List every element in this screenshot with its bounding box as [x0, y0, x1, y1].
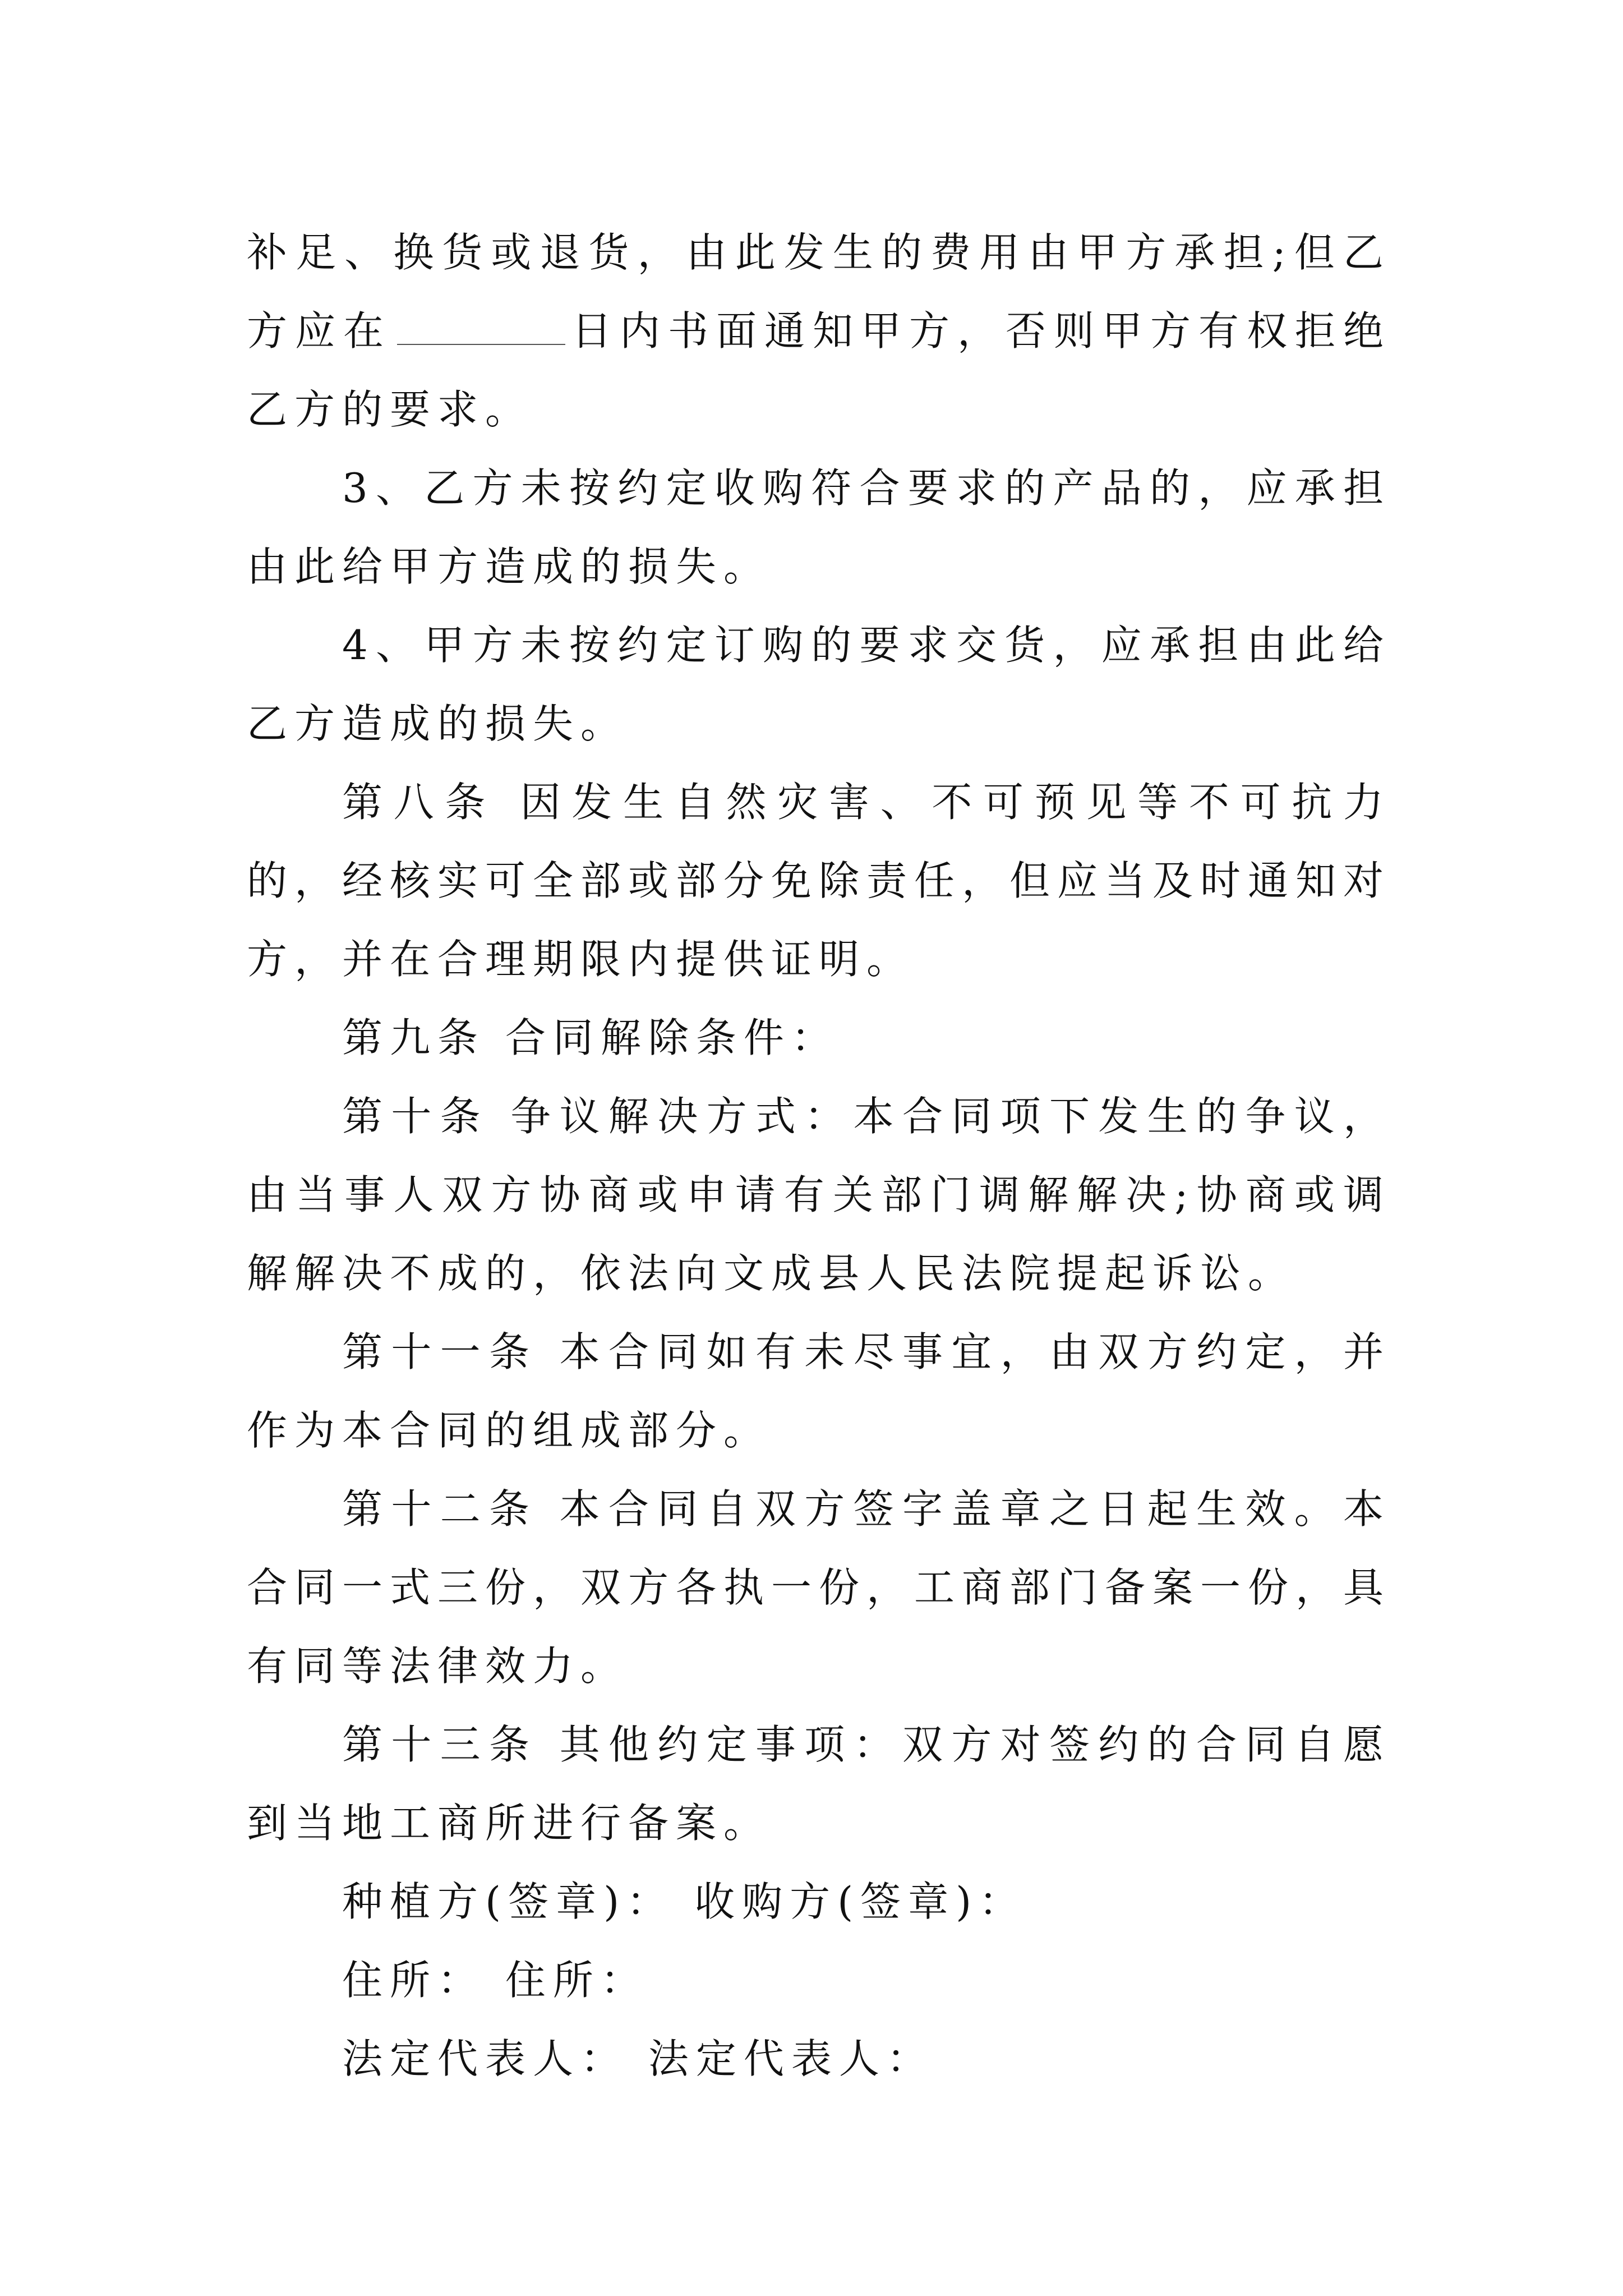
paragraph-article-9: 第九条 合同解除条件： [342, 1014, 839, 1061]
paragraph-article-12: 第十二条 本合同自双方签字盖章之日起生效。本合同一式三份，双方各执一份，工商部门备案一份，具有同等法律效力。 [247, 1485, 1391, 1690]
address-line: 住所： 住所： [342, 1957, 648, 2004]
signature-parties-line: 种植方(签章)： 收购方(签章)： [342, 1878, 1027, 1925]
paragraph-clause-3: 3、乙方未按约定收购符合要求的产品的，应承担由此给甲方造成的损失。 [247, 464, 1391, 590]
paragraph-compensation [247, 213, 1391, 449]
paragraph-article-13: 第十三条 其他约定事项：双方对签约的合同自愿到当地工商所进行备案。 [247, 1721, 1391, 1847]
paragraph-text: 日内书面通知甲方，否则甲方有权拒绝乙方的要求。 [247, 307, 1391, 433]
blank-days-field [397, 310, 565, 345]
paragraph-article-10: 第十条 争议解决方式：本合同项下发生的争议，由当事人双方协商或申请有关部门调解解决;协商或调解解决不成的，依法向文成县人民法院提起诉讼。 [247, 1093, 1391, 1297]
paragraph-text: 补足、换货或退货，由此发生的费用由甲方承担;但乙方应在 [247, 229, 1391, 355]
paragraph-clause-4: 4、甲方未按约定订购的要求交货，应承担由此给乙方造成的损失。 [247, 622, 1391, 747]
document-body [247, 213, 1391, 2098]
paragraph-article-11: 第十一条 本合同如有未尽事宜，由双方约定，并作为本合同的组成部分。 [247, 1328, 1391, 1454]
legal-representative-line: 法定代表人： 法定代表人： [342, 2035, 934, 2082]
paragraph-article-8: 第八条 因发生自然灾害、不可预见等不可抗力的，经核实可全部或部分免除责任，但应当及时通知对方，并在合理期限内提供证明。 [247, 779, 1391, 983]
